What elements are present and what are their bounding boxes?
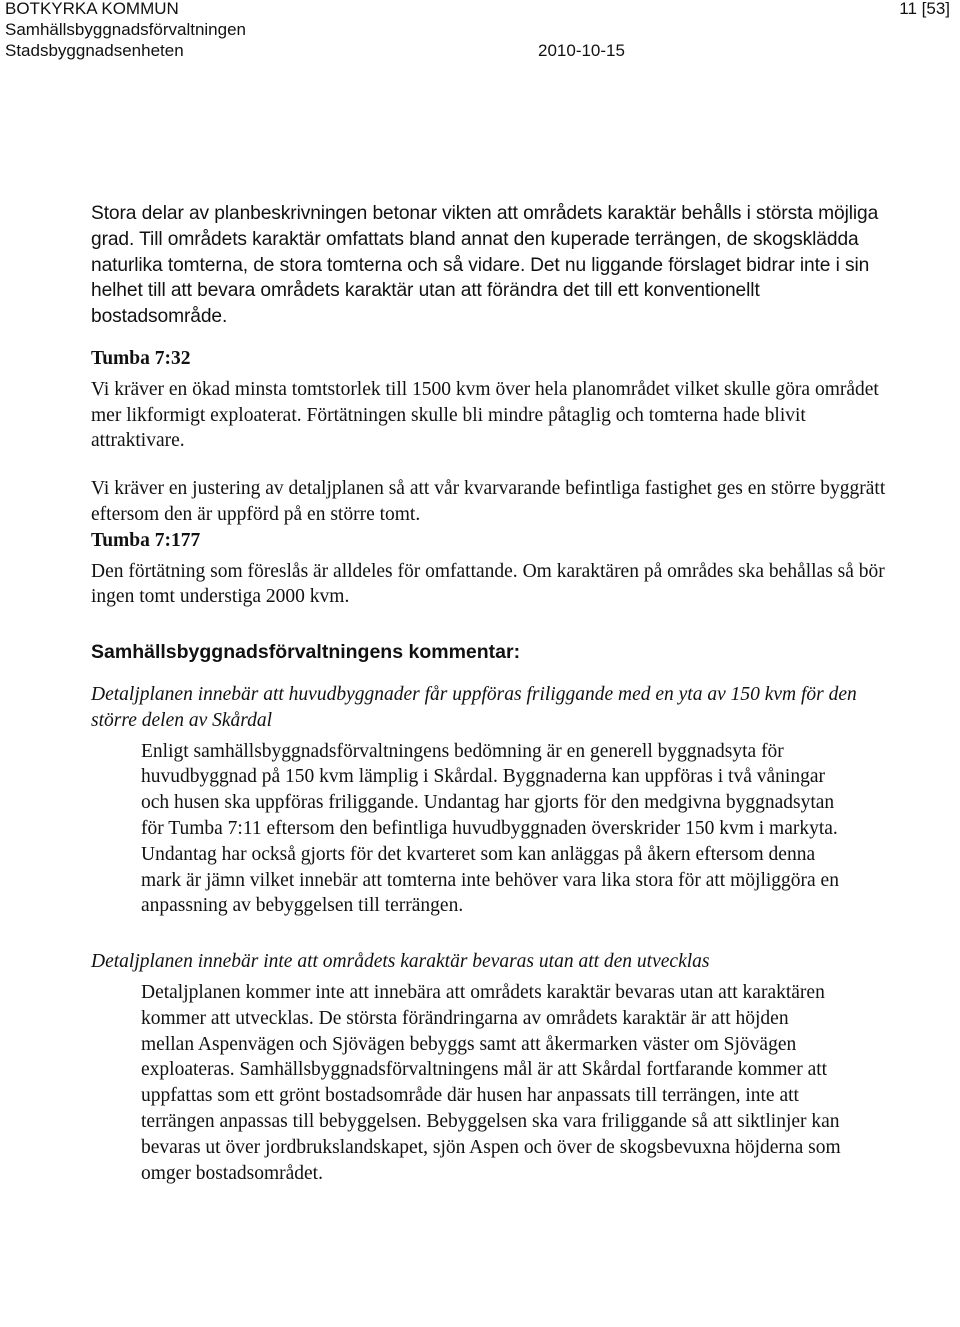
heading-tumba-7-32: Tumba 7:32: [91, 347, 191, 369]
intro-sentence-1: Stora delar av planbeskrivningen betonar vikten att områdets karaktär behålls i största möjliga grad. Till områdets karaktär omfattats bland annat den kuperade terrängen, de skogsklädda naturlika tomterna, de stora tomterna och så vidare.: [91, 203, 879, 276]
tumba-7-177-paragraph: [91, 559, 891, 611]
page-number: 11 [53]: [899, 0, 950, 18]
tumba-7-32-text-a: Vi kräver en ökad minsta tomtstorlek till 1500 kvm över hela planområdet vilket skulle göra området mer likformigt exploaterat.: [91, 378, 879, 426]
tumba-7-32-paragraph-1: [91, 377, 891, 454]
tumba-7-32-text-b: Förtätningen skulle bli mindre påtaglig och tomterna hade blivit attraktivare.: [91, 404, 806, 452]
municipality-name: BOTKYRKA KOMMUN: [5, 0, 179, 18]
document-date: 2010-10-15: [538, 41, 625, 60]
intro-sentence-2: Det nu liggande förslaget bidrar inte i sin helhet till att bevara områdets karaktär utan att förändra det till ett konventionellt bostadsområde.: [91, 254, 870, 328]
department-name: Samhällsbyggnadsförvaltningen: [5, 20, 246, 39]
document-body: [91, 201, 891, 1186]
subheading-area-character: Detaljplanen innebär inte att områdets karaktär bevaras utan att den utvecklas: [91, 951, 710, 973]
comment-heading: Samhällsbyggnadsförvaltningens kommentar:: [91, 641, 521, 664]
document-header: [0, 0, 960, 64]
tumba-7-32-paragraph-2: Vi kräver en justering av detaljplanen så att vår kvarvarande befintliga fastighet ges en större byggrätt eftersom den är uppförd på en större tomt.: [91, 478, 886, 525]
unit-name: Stadsbyggnadsenheten: [5, 41, 184, 60]
area-character-paragraph: Detaljplanen kommer inte att innebära att områdets karaktär bevaras utan att karaktären kommer att utvecklas. De största förändringarna av områdets karaktär är att höjden mellan Aspenvägen och Sjövägen bebyggs samt att åkermarken väster om Sjövägen exploateras. Samhällsbyggnadsförvaltningens mål är att Skårdal fortfarande kommer att uppfattas som ett grönt bostadsområde där husen har anpassats till terrängen, inte att terrängen anpassas till bebyggelsen. Bebyggelsen ska vara friliggande så att siktlinjer kan bevaras ut över jordbrukslandskapet, sjön Aspen och över de skogsbevuxna höjderna som omger bostadsområdet.: [141, 981, 841, 1184]
tumba-7-177-text-a: Den förtätning som föreslås är alldeles för omfattande.: [91, 560, 518, 582]
heading-tumba-7-177: Tumba 7:177: [91, 529, 201, 551]
building-area-paragraph: Enligt samhällsbyggnadsförvaltningens bedömning är en generell byggnadsyta för huvudbyggnad på 150 kvm lämplig i Skårdal. Byggnaderna kan uppföras i två våningar och husen ska uppföras friliggande. Undantag har gjorts för den medgivna byggnadsytan för Tumba 7:11 eftersom den befintliga huvudbyggnaden överskrider 150 kvm i markyta. Undantag har också gjorts för det kvarteret som kan anläggas på åkern eftersom denna mark är jämn vilket innebär att tomterna inte behöver vara lika stora för att möjliggöra en anpassning av bebyggelsen till terrängen.: [141, 740, 839, 917]
subheading-building-area: Detaljplanen innebär att huvudbyggnader får uppföras friliggande med en yta av 150 kvm för den större delen av Skårdal: [91, 683, 857, 731]
tumba-7-177-text-b: Om karaktären på områdes ska behållas så bör ingen tomt understiga 2000 kvm.: [91, 560, 885, 608]
intro-paragraph: [91, 201, 891, 330]
